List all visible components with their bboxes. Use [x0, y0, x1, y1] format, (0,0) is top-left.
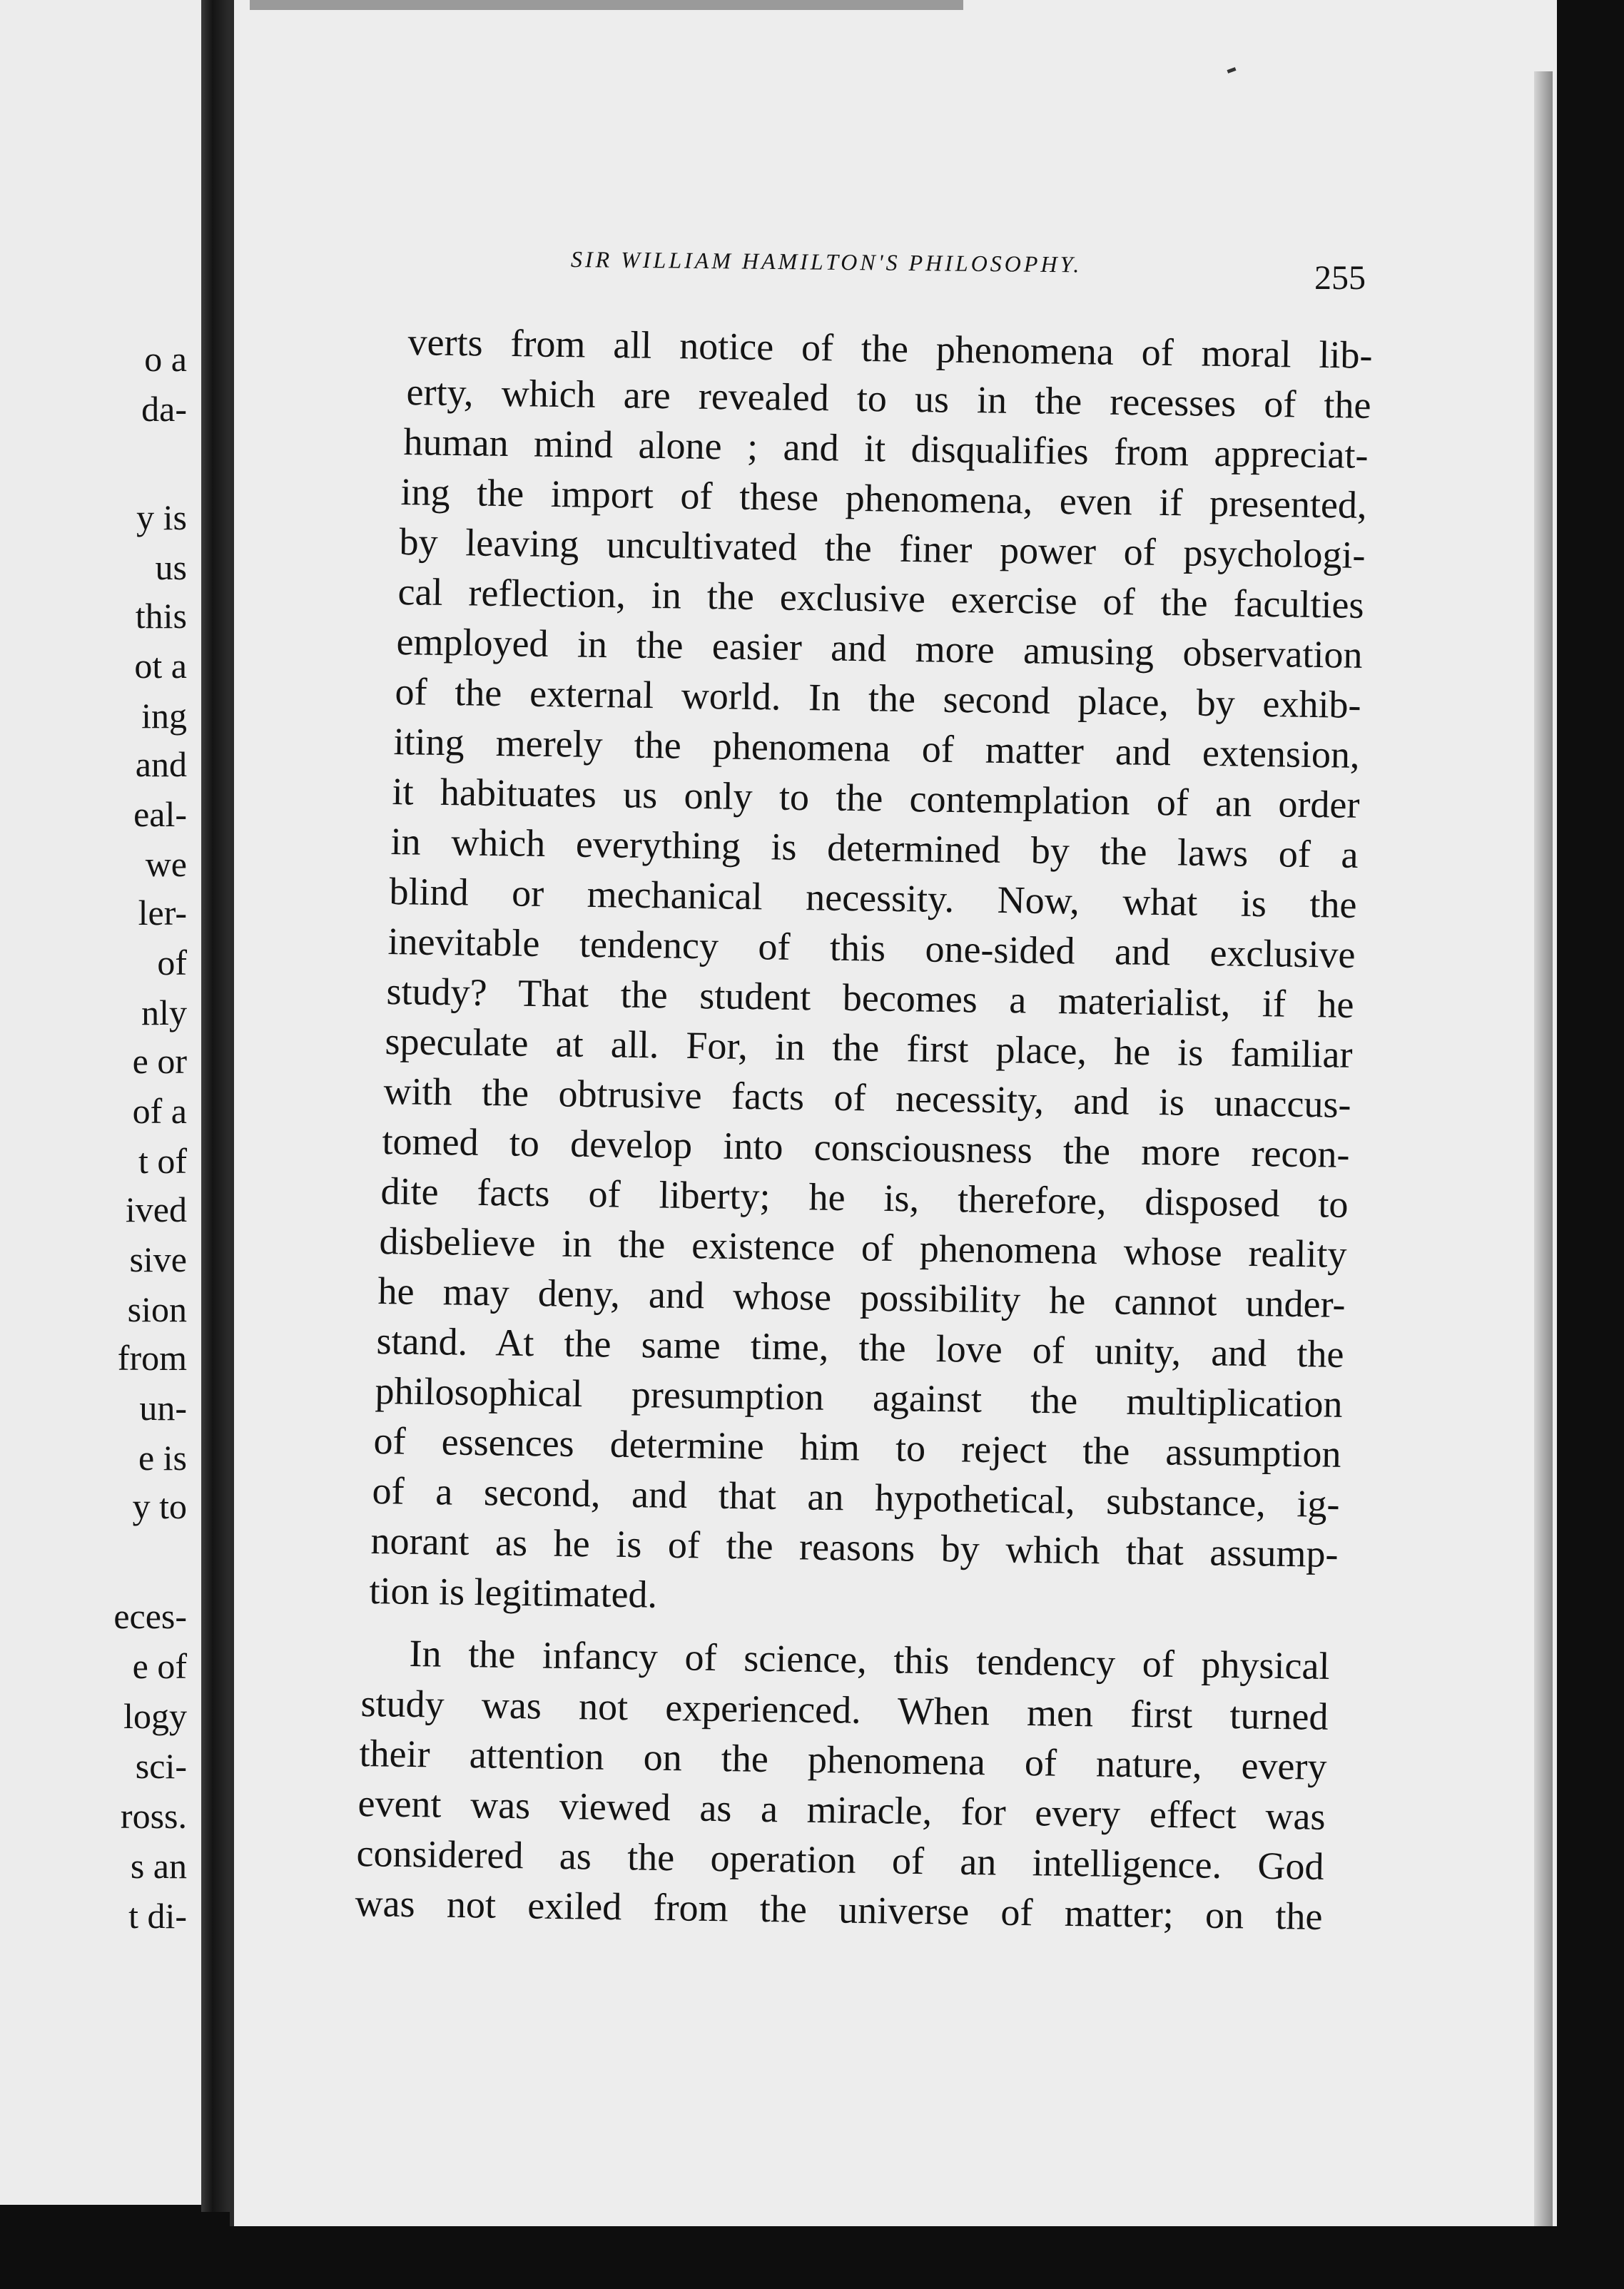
text-line: tomed to develop into consciousness the more recon-	[382, 1120, 1350, 1176]
facing-line: ler-	[138, 893, 187, 933]
facing-line: we	[145, 844, 187, 884]
text-line: stand. At the same time, the love of unity, and the	[376, 1319, 1344, 1376]
text-line: dite facts of liberty; he is, therefore, disposed to	[380, 1169, 1349, 1226]
facing-line: of a	[132, 1091, 187, 1131]
text-line: their attention on the phenomena of nature, every	[359, 1732, 1327, 1788]
facing-line: sion	[127, 1289, 187, 1329]
facing-line: t of	[138, 1141, 187, 1181]
text-line: with the obtrusive facts of necessity, and is unaccus-	[383, 1070, 1351, 1126]
text-line: study was not experienced. When men first turned	[360, 1682, 1329, 1738]
text-line: human mind alone ; and it disqualifies from appreciat-	[403, 420, 1369, 477]
text-line: speculate at all. For, in the first place, he is familiar	[385, 1020, 1353, 1076]
facing-line: e of	[132, 1646, 187, 1686]
facing-line: e or	[132, 1041, 187, 1081]
text-line: ing the import of these phenomena, even if presented,	[400, 470, 1367, 527]
facing-line: o a	[144, 339, 187, 379]
facing-line: e is	[138, 1438, 187, 1478]
facing-line: logy	[123, 1696, 187, 1736]
facing-line: sci-	[135, 1746, 187, 1786]
facing-line: from	[117, 1338, 187, 1378]
text-line: he may deny, and whose possibility he cannot under-	[377, 1269, 1346, 1326]
text-line: erty, which are revealed to us in the recesses of the	[406, 370, 1371, 427]
text-line: of a second, and that an hypothetical, substance, ig-	[372, 1469, 1340, 1526]
text-line: employed in the easier and more amusing observation	[396, 620, 1363, 676]
page-number: 255	[1314, 259, 1366, 297]
facing-line: eal-	[133, 794, 187, 834]
text-line: blind or mechanical necessity. Now, what is the	[389, 870, 1357, 926]
facing-line: ing	[141, 696, 187, 736]
text-line: inevitable tendency of this one-sided and exclusive	[387, 920, 1356, 976]
text-line: of essences determine him to reject the assumption	[373, 1419, 1341, 1476]
running-head: SIR WILLIAM HAMILTON'S PHILOSOPHY.	[570, 246, 1082, 278]
text-line: philosophical presumption against the multiplication	[375, 1369, 1343, 1426]
text-line: by leaving uncultivated the finer power of psychologi-	[399, 520, 1366, 577]
text-line: disbelieve in the existence of phenomena whose reality	[379, 1219, 1347, 1276]
facing-line: s an	[130, 1846, 187, 1886]
facing-line: us	[155, 547, 187, 587]
facing-line: eces-	[113, 1596, 187, 1636]
facing-line: sive	[129, 1239, 187, 1279]
facing-line: t di-	[128, 1896, 187, 1936]
facing-line: nly	[141, 993, 187, 1032]
text-line: was not exiled from the universe of matter; on the	[355, 1882, 1323, 1938]
facing-line: and	[135, 744, 187, 784]
text-line: study? That the student becomes a materialist, if he	[386, 970, 1354, 1026]
facing-line: ived	[125, 1189, 187, 1229]
facing-line: of	[157, 943, 187, 983]
facing-line: da-	[141, 389, 187, 429]
text-line: tion is legitimated.	[369, 1569, 658, 1616]
text-line: event was viewed as a miracle, for every effect was	[357, 1782, 1326, 1838]
facing-line: y is	[136, 497, 187, 537]
facing-line: un-	[139, 1388, 187, 1428]
text-line: In the infancy of science, this tendency of physical	[409, 1632, 1330, 1688]
text-line: verts from all notice of the phenomena of moral lib-	[407, 320, 1373, 377]
facing-line: y to	[132, 1486, 187, 1526]
text-line: considered as the operation of an intelligence. God	[356, 1832, 1324, 1888]
text-line: cal reflection, in the exclusive exercise of the faculties	[397, 570, 1364, 626]
text-line: it habituates us only to the contemplation of an order	[392, 770, 1360, 826]
text-line: norant as he is of the reasons by which that assump-	[370, 1519, 1339, 1575]
text-line: of the external world. In the second place, by exhib-	[395, 670, 1361, 726]
text-line: iting merely the phenomena of matter and extension,	[393, 720, 1360, 776]
facing-line: ross.	[120, 1796, 187, 1836]
facing-line: ot a	[134, 646, 187, 686]
text-line: in which everything is determined by the laws of a	[390, 820, 1359, 876]
facing-line: this	[135, 596, 187, 636]
